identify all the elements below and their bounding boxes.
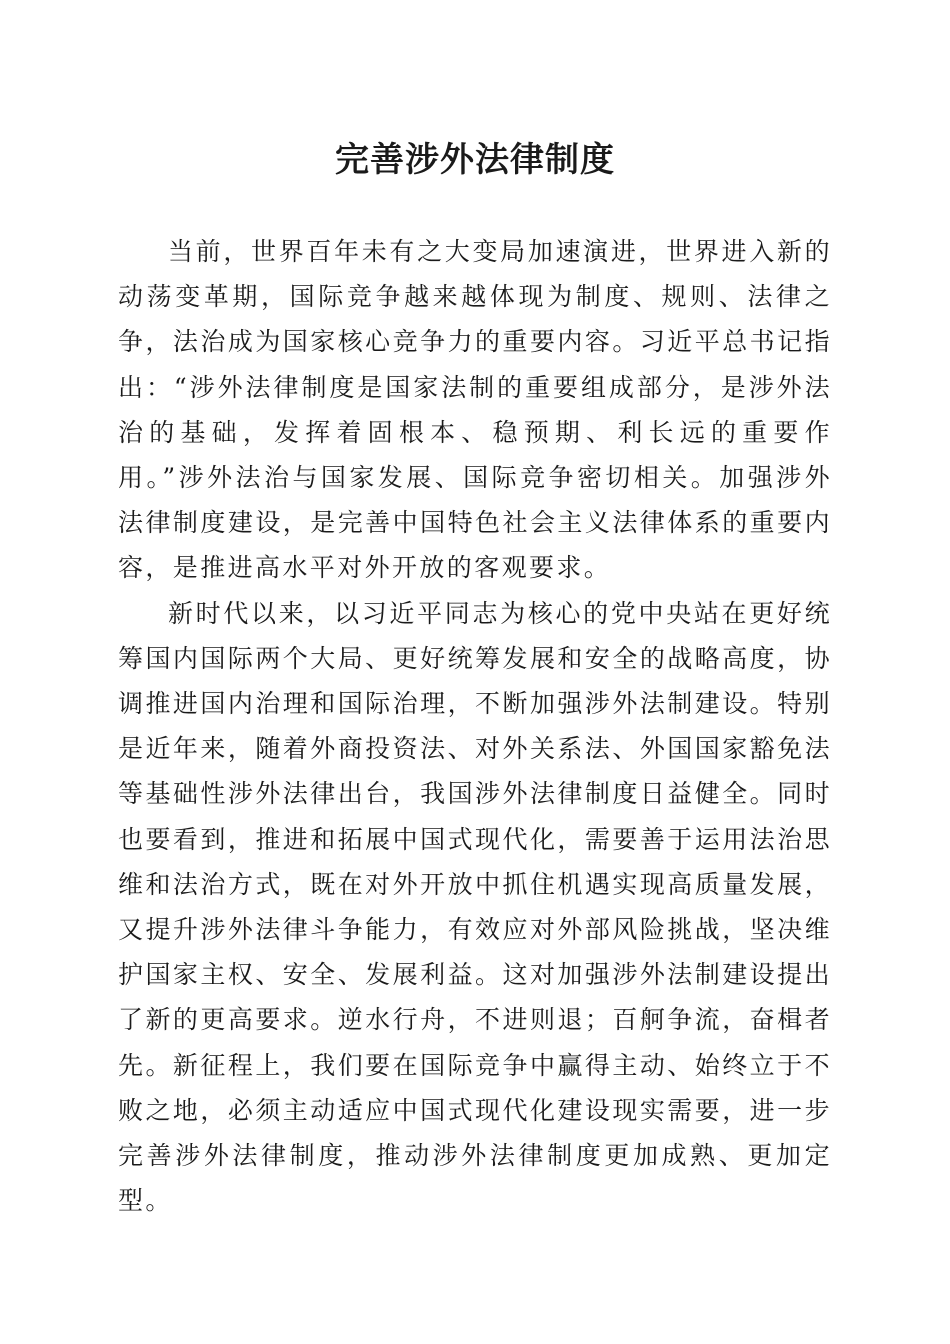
paragraph-1: 当前，世界百年未有之大变局加速演进，世界进入新的动荡变革期，国际竞争越来越体现为制度、规则、法律之争，法治成为国家核心竞争力的重要内容。习近平总书记指出：“涉外法律制度是国家法制的重要组成部分，是涉外法治的基础，发挥着固根本、稳预期、利长远的重要作用。”涉外法治与国家发展、国际竞争密切相关。加强涉外法律制度建设，是完善中国特色社会主义法律体系的重要内容，是推进高水平对外开放的客观要求。 <box>118 237 832 583</box>
page-title: 完善涉外法律制度 <box>335 140 615 180</box>
paragraph-2: 新时代以来，以习近平同志为核心的党中央站在更好统筹国内国际两个大局、更好统筹发展和安全的战略高度，协调推进国内治理和国际治理，不断加强涉外法制建设。特别是近年来，随着外商投资法、对外关系法、外国国家豁免法等基础性涉外法律出台，我国涉外法律制度日益健全。同时也要看到，推进和拓展中国式现代化，需要善于运用法治思维和法治方式，既在对外开放中抓住机遇实现高质量发展，又提升涉外法律斗争能力，有效应对外部风险挑战，坚决维护国家主权、安全、发展利益。这对加强涉外法制建设提出了新的更高要求。逆水行舟，不进则退；百舸争流，奋楫者先。新征程上，我们要在国际竞争中赢得主动、始终立于不败之地，必须主动适应中国式现代化建设现实需要，进一步完善涉外法律制度，推动涉外法律制度更加成熟、更加定型。 <box>118 598 832 1216</box>
document-body <box>118 229 832 1223</box>
